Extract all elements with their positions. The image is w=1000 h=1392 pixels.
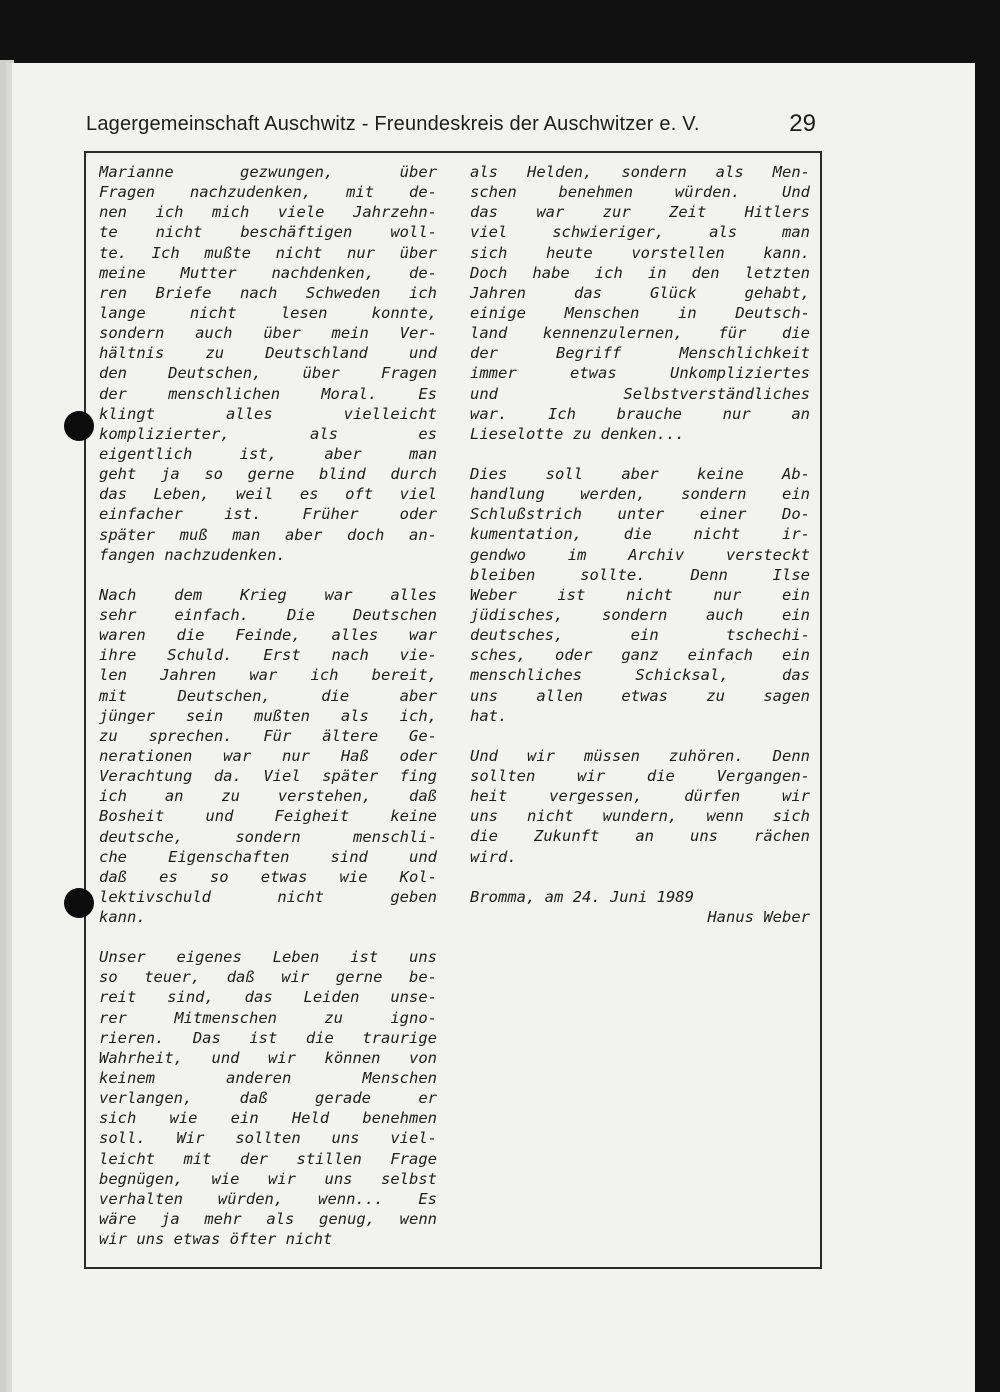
text-line: sollten wir die Vergangen-	[470, 766, 810, 785]
text-line: wir uns etwas öfter nicht	[99, 1230, 333, 1249]
text-line: rer Mitmenschen zu igno-	[99, 1008, 437, 1027]
text-line: uns allen etwas zu sagen	[470, 686, 810, 705]
text-line: soll. Wir sollten uns viel-	[99, 1129, 437, 1148]
text-line: war. Ich brauche nur an	[470, 404, 810, 423]
text-line: meine Mutter nachdenken, de-	[99, 263, 437, 282]
text-line: bleiben sollte. Denn Ilse	[470, 565, 810, 584]
paragraph	[470, 746, 810, 867]
text-line: ren Briefe nach Schweden ich	[99, 283, 437, 302]
text-line: verhalten würden, wenn... Es	[99, 1189, 437, 1208]
text-line: Nach dem Krieg war alles	[99, 585, 437, 604]
text-line: sondern auch über mein Ver-	[99, 324, 437, 343]
text-line: sich heute vorstellen kann.	[470, 243, 810, 262]
text-line: te nicht beschäftigen woll-	[99, 223, 437, 242]
text-line: ihre Schuld. Erst nach vie-	[99, 646, 437, 665]
text-line: einige Menschen in Deutsch-	[470, 303, 810, 322]
text-line: Weber ist nicht nur ein	[470, 585, 810, 604]
text-line: deutsches, ein tschechi-	[470, 626, 810, 645]
text-line: leicht mit der stillen Frage	[99, 1149, 437, 1168]
text-line: viel schwieriger, als man	[470, 223, 810, 242]
text-line: der menschlichen Moral. Es	[99, 384, 437, 403]
text-line: wäre ja mehr als genug, wenn	[99, 1210, 437, 1229]
text-line: einfacher ist. Früher oder	[99, 505, 437, 524]
text-line: immer etwas Unkompliziertes	[470, 364, 810, 383]
text-line: Schlußstrich unter einer Do-	[470, 505, 810, 524]
text-line: jünger sein mußten als ich,	[99, 706, 437, 725]
signature: Hanus Weber	[707, 907, 810, 926]
paragraph	[99, 162, 437, 565]
text-line: nen ich mich viele Jahrzehn-	[99, 203, 437, 222]
text-line: te. Ich mußte nicht nur über	[99, 243, 437, 262]
text-line: rieren. Das ist die traurige	[99, 1028, 437, 1047]
text-line: kann.	[99, 908, 146, 927]
text-line: Doch habe ich in den letzten	[470, 263, 810, 282]
header-title: Lagergemeinschaft Auschwitz - Freundeskreis der Auschwitzer e. V.	[86, 113, 700, 135]
text-line: ich an zu verstehen, daß	[99, 787, 437, 806]
text-line: Wahrheit, und wir können von	[99, 1048, 437, 1067]
text-line: fangen nachzudenken.	[99, 545, 286, 564]
text-line: hat.	[470, 706, 508, 725]
text-line: keinem anderen Menschen	[99, 1069, 437, 1088]
text-line: schen benehmen würden. Und	[470, 183, 810, 202]
text-line: gendwo im Archiv versteckt	[470, 545, 810, 564]
text-line: jüdisches, sondern auch ein	[470, 605, 810, 624]
text-line: len Jahren war ich bereit,	[99, 666, 437, 685]
paragraph	[470, 464, 810, 726]
text-line: verlangen, daß gerade er	[99, 1089, 437, 1108]
text-line: deutsche, sondern menschli-	[99, 827, 437, 846]
text-line: hältnis zu Deutschland und	[99, 344, 437, 363]
text-line: das war zur Zeit Hitlers	[470, 203, 810, 222]
text-line: den Deutschen, über Fragen	[99, 364, 437, 383]
text-line: Lieselotte zu denken...	[470, 424, 685, 443]
text-line: land kennenzulernen, für die	[470, 324, 810, 343]
text-line: eigentlich ist, aber man	[99, 444, 437, 463]
text-line: als Helden, sondern als Men-	[470, 163, 810, 181]
right-column	[470, 162, 810, 927]
text-line: der Begriff Menschlichkeit	[470, 344, 810, 363]
text-line: lange nicht lesen konnte,	[99, 303, 437, 322]
text-line: die Zukunft an uns rächen	[470, 827, 810, 846]
text-line: mit Deutschen, die aber	[99, 686, 437, 705]
left-column	[99, 162, 437, 1269]
text-line: klingt alles vielleicht	[99, 404, 437, 423]
text-line: menschliches Schicksal, das	[470, 666, 810, 685]
page-number: 29	[789, 110, 816, 137]
text-line: Dies soll aber keine Ab-	[470, 464, 810, 483]
text-line: che Eigenschaften sind und	[99, 847, 437, 866]
text-line: sehr einfach. Die Deutschen	[99, 605, 437, 624]
paragraph	[99, 947, 437, 1249]
text-line: und Selbstverständliches	[470, 384, 810, 403]
text-line: reit sind, das Leiden unse-	[99, 988, 437, 1007]
text-line: lektivschuld nicht geben	[99, 887, 437, 906]
text-line: sches, oder ganz einfach ein	[470, 646, 810, 665]
text-line: uns nicht wundern, wenn sich	[470, 807, 810, 826]
text-line: nerationen war nur Haß oder	[99, 746, 437, 765]
text-line: so teuer, daß wir gerne be-	[99, 968, 437, 987]
paragraph	[470, 162, 810, 444]
text-line: daß es so etwas wie Kol-	[99, 867, 437, 886]
text-line: Verachtung da. Viel später fing	[99, 767, 437, 786]
paragraph	[470, 887, 810, 907]
punch-hole-top	[64, 411, 94, 441]
text-line: Bromma, am 24. Juni 1989	[470, 887, 694, 906]
text-line: geht ja so gerne blind durch	[99, 465, 437, 484]
punch-hole-bottom	[64, 888, 94, 918]
text-line: Bosheit und Feigheit keine	[99, 807, 437, 826]
text-line: komplizierter, als es	[99, 424, 437, 443]
text-line: später muß man aber doch an-	[99, 525, 437, 544]
text-line: kumentation, die nicht ir-	[470, 525, 810, 544]
text-line: Unser eigenes Leben ist uns	[99, 948, 437, 967]
paragraph	[99, 585, 437, 927]
text-line: Jahren das Glück gehabt,	[470, 283, 810, 302]
text-line: waren die Feinde, alles war	[99, 626, 437, 645]
text-line: Und wir müssen zuhören. Denn	[470, 746, 810, 765]
text-line: wird.	[470, 847, 517, 866]
text-line: heit vergessen, dürfen wir	[470, 787, 810, 806]
text-line: zu sprechen. Für ältere Ge-	[99, 726, 437, 745]
text-line: Marianne gezwungen, über	[99, 163, 437, 181]
text-line: handlung werden, sondern ein	[470, 485, 810, 504]
page-header	[86, 110, 816, 145]
text-line: Fragen nachzudenken, mit de-	[99, 183, 437, 202]
text-line: begnügen, wie wir uns selbst	[99, 1169, 437, 1188]
text-line: das Leben, weil es oft viel	[99, 485, 437, 504]
text-line: sich wie ein Held benehmen	[99, 1109, 437, 1128]
